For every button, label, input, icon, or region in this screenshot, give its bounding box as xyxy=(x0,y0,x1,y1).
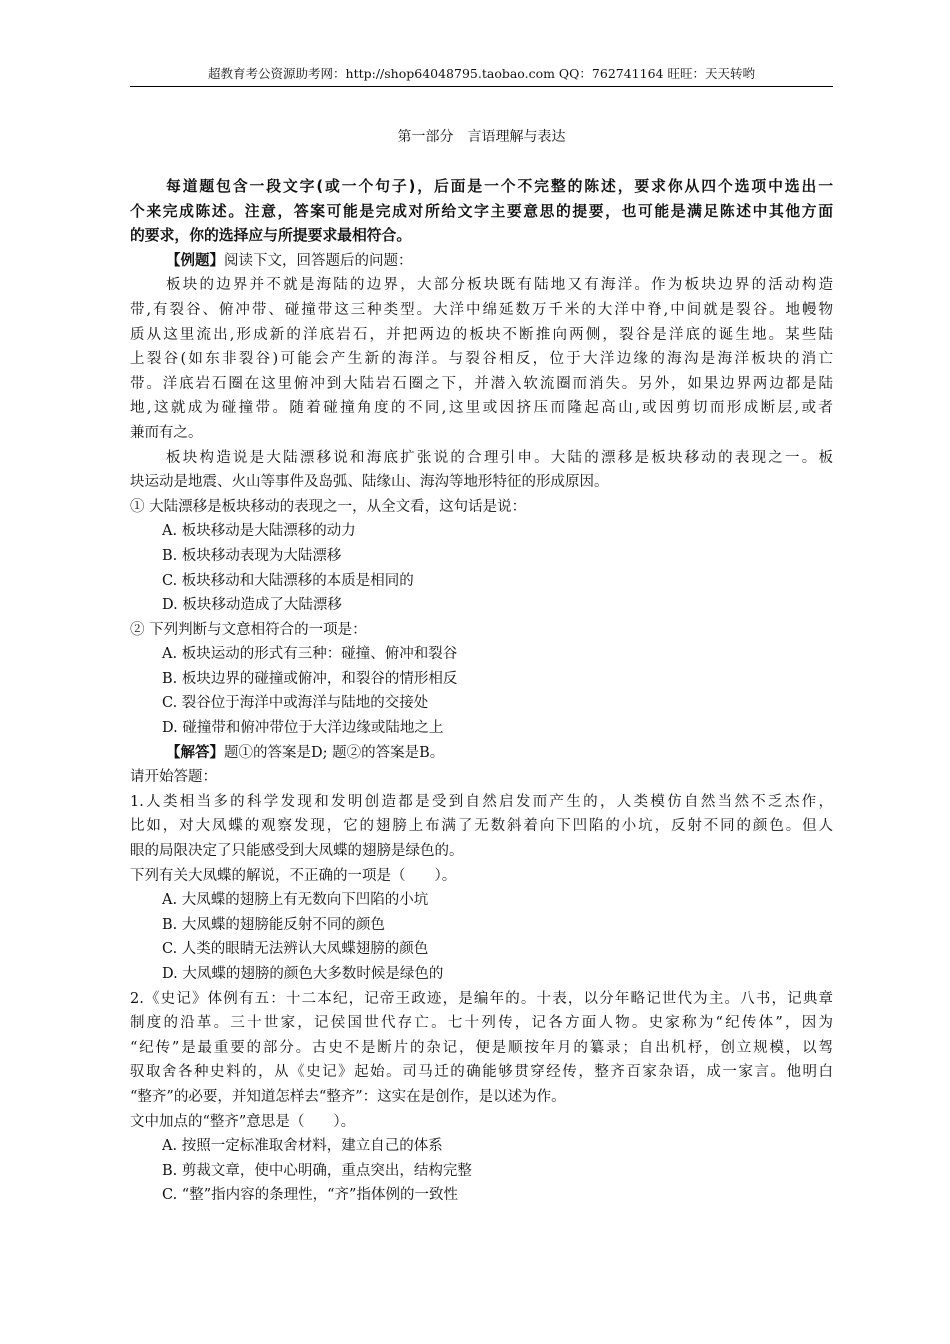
example-q1-option: B. 板块移动表现为大陆漂移 xyxy=(162,547,342,564)
q1-passage-line: 比如，对大凤蝶的观察发现，它的翅膀上布满了无数斜着向下凹陷的小坑，反射不同的颜色。但人 xyxy=(130,818,833,835)
q2-passage-line: “纪传”是最重要的部分。古史不是断片的杂记，便是顺按年月的纂录；自出机杼，创立规模，以驾 xyxy=(130,1039,833,1056)
example-answer-line xyxy=(130,741,833,766)
example-block xyxy=(130,249,833,765)
example-q2-option: D. 碰撞带和俯冲带位于大洋边缘或陆地之上 xyxy=(162,720,444,737)
q2-passage-line: “整齐”的必要，并知道怎样去“整齐”：这实在是创作，是以述为作。 xyxy=(130,1088,566,1105)
passage-line: 兼而有之。 xyxy=(130,424,203,441)
q1-option: C. 人类的眼睛无法辨认大凤蝶翅膀的颜色 xyxy=(162,941,429,958)
header-rule xyxy=(130,86,833,87)
example-q1-stem: ① 大陆漂移是板块移动的表现之一，从全文看，这句话是说： xyxy=(130,498,527,515)
answer-text: 题①的答案是D; 题②的答案是B。 xyxy=(224,744,445,761)
passage-line: 带。洋底岩石圈在这里俯冲到大陆岩石圈之下，并潜入软流圈而消失。另外，如果边界两边都是陆 xyxy=(130,375,833,392)
q2-passage-line: 制度的沿革。三十世家，记侯国世代存亡。七十列传，记各方面人物。史家称为“纪传体”，因为 xyxy=(130,1015,833,1032)
example-intro: 阅读下文，回答题后的问题： xyxy=(224,252,413,269)
example-q1-option: D. 板块移动造成了大陆漂移 xyxy=(162,597,342,614)
passage-line: 带,有裂谷、俯冲带、碰撞带这三种类型。大洋中绵延数万千米的大洋中脊,中间就是裂谷。地幔物 xyxy=(130,301,833,318)
example-q1-option: C. 板块移动和大陆漂移的本质是相同的 xyxy=(162,572,414,589)
example-q2-option: C. 裂谷位于海洋中或海洋与陆地的交接处 xyxy=(162,695,429,712)
q1-option: D. 大凤蝶的翅膀的颜色大多数时候是绿色的 xyxy=(162,966,444,982)
instructions-line: 每道题包含一段文字(或一个句子)，后面是一个不完整的陈述，要求你从四个选项中选出一 xyxy=(166,178,833,195)
example-q2-stem: ② 下列判断与文意相符合的一项是： xyxy=(130,621,367,638)
document-body xyxy=(130,175,833,1208)
q2-passage-line: 2.《史记》体例有五：十二本纪，记帝王政迹，是编年的。十表，以分年略记世代为主。八书，记典章 xyxy=(130,990,833,1007)
instructions-line: 的要求，你的选择应与所提要求最相符合。 xyxy=(130,227,412,245)
example-label: 【例题】 xyxy=(166,252,224,269)
q1-passage-line: 1.人类相当多的科学发现和发明创造都是受到自然启发而产生的，人类模仿自然当然不乏杰作， xyxy=(130,793,833,810)
q2-stem: 文中加点的“整齐”意思是（ ）。 xyxy=(130,1113,356,1130)
question-2 xyxy=(130,987,833,1208)
question-1 xyxy=(130,790,833,987)
passage-line: 质从这里流出,形成新的洋底岩石，并把两边的板块不断推向两侧，裂谷是洋底的诞生地。某些陆 xyxy=(130,326,833,343)
q2-option: C. “整”指内容的条理性，“齐”指体例的一致性 xyxy=(162,1187,458,1204)
passage-line: 地,这就成为碰撞带。随着碰撞角度的不同,这里或因挤压而隆起高山,或因剪切而形成断层,或者 xyxy=(130,400,833,417)
example-q2-option: A. 板块运动的形式有三种：碰撞、俯冲和裂谷 xyxy=(162,646,458,663)
q1-option: B. 大凤蝶的翅膀能反射不同的颜色 xyxy=(162,916,385,933)
example-q2-option: B. 板块边界的碰撞或俯冲，和裂谷的情形相反 xyxy=(162,670,458,687)
passage-line: 块运动是地震、火山等事件及岛弧、陆缘山、海沟等地形特征的形成原因。 xyxy=(130,474,609,491)
section-title: 第一部分 言语理解与表达 xyxy=(397,129,566,145)
passage-line: 板块构造说是大陆漂移说和海底扩张说的合理引申。大陆的漂移是板块移动的表现之一。板 xyxy=(166,449,833,466)
instructions-line: 个来完成陈述。注意，答案可能是完成对所给文字主要意思的提要，也可能是满足陈述中其他方面 xyxy=(130,202,833,220)
q1-passage-line: 眼的局限决定了只能感受到大凤蝶的翅膀是绿色的。 xyxy=(130,843,464,860)
instructions xyxy=(130,175,833,249)
q2-option: A. 按照一定标准取舍材料，建立自己的体系 xyxy=(162,1138,443,1155)
start-prompt: 请开始答题： xyxy=(130,769,217,786)
example-q1-option: A. 板块移动是大陆漂移的动力 xyxy=(162,523,356,540)
example-intro-line xyxy=(130,249,833,274)
passage-line: 上裂谷(如东非裂谷)可能会产生新的海洋。与裂谷相反，位于大洋边缘的海沟是海洋板块的消亡 xyxy=(130,351,833,368)
page-header: 超教育考公资源助考网：http://shop64048795.taobao.com QQ：762741164 旺旺：天天转哟 xyxy=(208,66,755,81)
q2-passage-line: 驭取舍各种史料的，从《史记》起始。司马迁的确能够贯穿经传，整齐百家杂语，成一家言。他明白 xyxy=(130,1064,833,1081)
q1-stem: 下列有关大凤蝶的解说，不正确的一项是（ ）。 xyxy=(130,867,457,884)
answer-label: 【解答】 xyxy=(166,744,224,761)
q2-option: B. 剪裁文章，使中心明确，重点突出，结构完整 xyxy=(162,1162,472,1179)
q1-option: A. 大凤蝶的翅膀上有无数向下凹陷的小坑 xyxy=(162,892,429,909)
passage-line: 板块的边界并不就是海陆的边界，大部分板块既有陆地又有海洋。作为板块边界的活动构造 xyxy=(166,277,833,294)
